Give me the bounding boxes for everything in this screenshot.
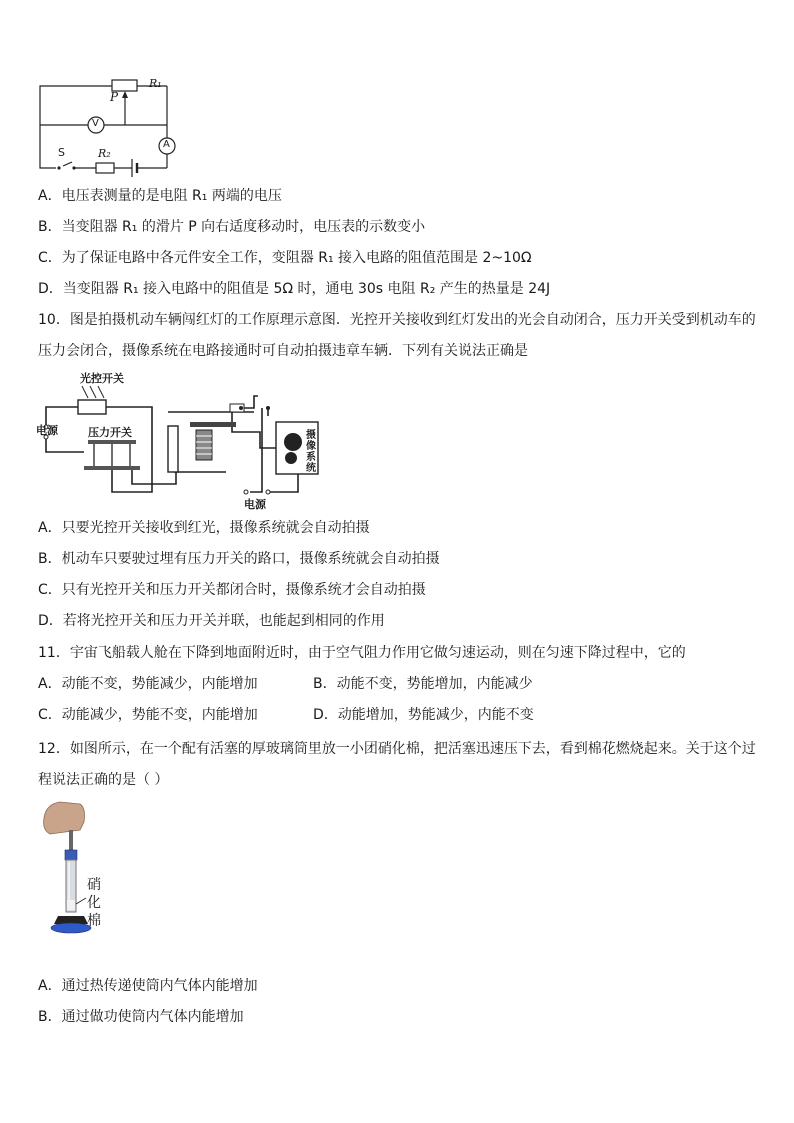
cotton-label-1: 硝 — [87, 877, 101, 893]
cotton-label-3: 棉 — [87, 913, 101, 929]
camera-system-label: 摄像系统 — [306, 430, 316, 474]
pressure-switch-label: 压力开关 — [88, 426, 132, 439]
camera-lens-icon — [284, 433, 302, 451]
r1-label: R₁ — [149, 77, 162, 90]
q10-stem-line2: 压力会闭合，摄像系统在电路接通时可自动拍摄违章车辆．下列有关说法正确是 — [38, 343, 528, 359]
resistor-r2 — [96, 163, 114, 173]
switch-contact-icon — [72, 166, 75, 169]
power-terminal-icon — [244, 490, 248, 494]
nitrocellulose-cotton — [67, 900, 75, 910]
q9-option-c: C．为了保证电路中各元件安全工作，变阻器 R₁ 接入电路的阻值范围是 2~10Ω — [38, 250, 532, 266]
power-left-label: 电源 — [36, 424, 58, 437]
cotton-label-2: 化 — [87, 895, 101, 911]
piston-tube-svg — [40, 800, 120, 936]
slider-p-label: P — [110, 90, 119, 104]
circuit-diagram-q9 — [36, 74, 186, 178]
piston-tube-figure — [40, 800, 120, 936]
light-arrows-icon — [82, 386, 104, 398]
relay-frame — [168, 426, 178, 472]
piston-rod — [69, 830, 73, 852]
light-switch-label: 光控开关 — [80, 372, 124, 385]
q9-option-a: A．电压表测量的是电阻 R₁ 两端的电压 — [38, 188, 282, 204]
q10-option-a: A．只要光控开关接收到红光，摄像系统就会自动拍摄 — [38, 520, 370, 536]
relay-coil — [196, 430, 212, 460]
switch-label: S — [58, 146, 65, 159]
q11-option-b: B．动能不变，势能增加，内能减少 — [313, 676, 533, 692]
voltmeter-label: V — [92, 118, 99, 129]
tube-cap — [65, 850, 77, 860]
camera-lens-icon — [285, 452, 297, 464]
q12-stem-line2: 程说法正确的是（ ） — [38, 772, 169, 788]
contact-point-icon — [239, 406, 243, 410]
pressure-switch-springs-icon — [94, 444, 130, 466]
q10-option-c: C．只有光控开关和压力开关都闭合时，摄像系统才会自动拍摄 — [38, 582, 426, 598]
q9-option-b: B．当变阻器 R₁ 的滑片 P 向右适度移动时，电压表的示数变小 — [38, 219, 426, 235]
q12-option-a: A．通过热传递使筒内气体内能增加 — [38, 978, 258, 994]
q12-stem-line1: 12．如图所示，在一个配有活塞的厚玻璃筒里放一小团硝化棉，把活塞迅速压下去，看到棉花燃烧起来。关于这个过 — [38, 741, 756, 757]
slider-arrow-icon — [122, 91, 128, 98]
power-bottom-label: 电源 — [244, 498, 266, 511]
q10-option-b: B．机动车只要驶过埋有压力开关的路口，摄像系统就会自动拍摄 — [38, 551, 440, 567]
hand-icon — [44, 802, 85, 834]
contact-point-icon — [266, 406, 270, 410]
switch-contact-icon — [57, 166, 60, 169]
q10-option-d: D．若将光控开关和压力开关并联，也能起到相同的作用 — [38, 613, 385, 629]
red-light-camera-svg — [36, 372, 336, 510]
relay-armature — [190, 422, 236, 427]
power-terminal-icon — [266, 490, 270, 494]
q12-option-b: B．通过做功使筒内气体内能增加 — [38, 1009, 244, 1025]
q11-option-a: A．动能不变，势能减少，内能增加 — [38, 676, 258, 692]
ammeter-label: A — [163, 139, 170, 150]
base-plate — [51, 923, 91, 933]
q10-stem-line1: 10．图是拍摄机动车辆闯红灯的工作原理示意图．光控开关接收到红灯发出的光会自动闭合，压力开关受到机动车的 — [38, 312, 756, 328]
q11-stem: 11．宇宙飞船载人舱在下降到地面附近时，由于空气阻力作用它做匀速运动，则在匀速下降过程中，它的 — [38, 645, 686, 661]
r2-label: R₂ — [98, 147, 111, 160]
q9-option-d: D．当变阻器 R₁ 接入电路中的阻值是 5Ω 时，通电 30s 电阻 R₂ 产生的热量是 24J — [38, 281, 551, 297]
q11-option-c: C．动能减少，势能不变，内能增加 — [38, 707, 258, 723]
light-switch-body — [78, 400, 106, 414]
red-light-camera-diagram — [36, 372, 336, 510]
q11-option-d: D．动能增加，势能减少，内能不变 — [313, 707, 534, 723]
pressure-switch-base — [84, 466, 140, 470]
pressure-switch-plate — [88, 440, 136, 444]
